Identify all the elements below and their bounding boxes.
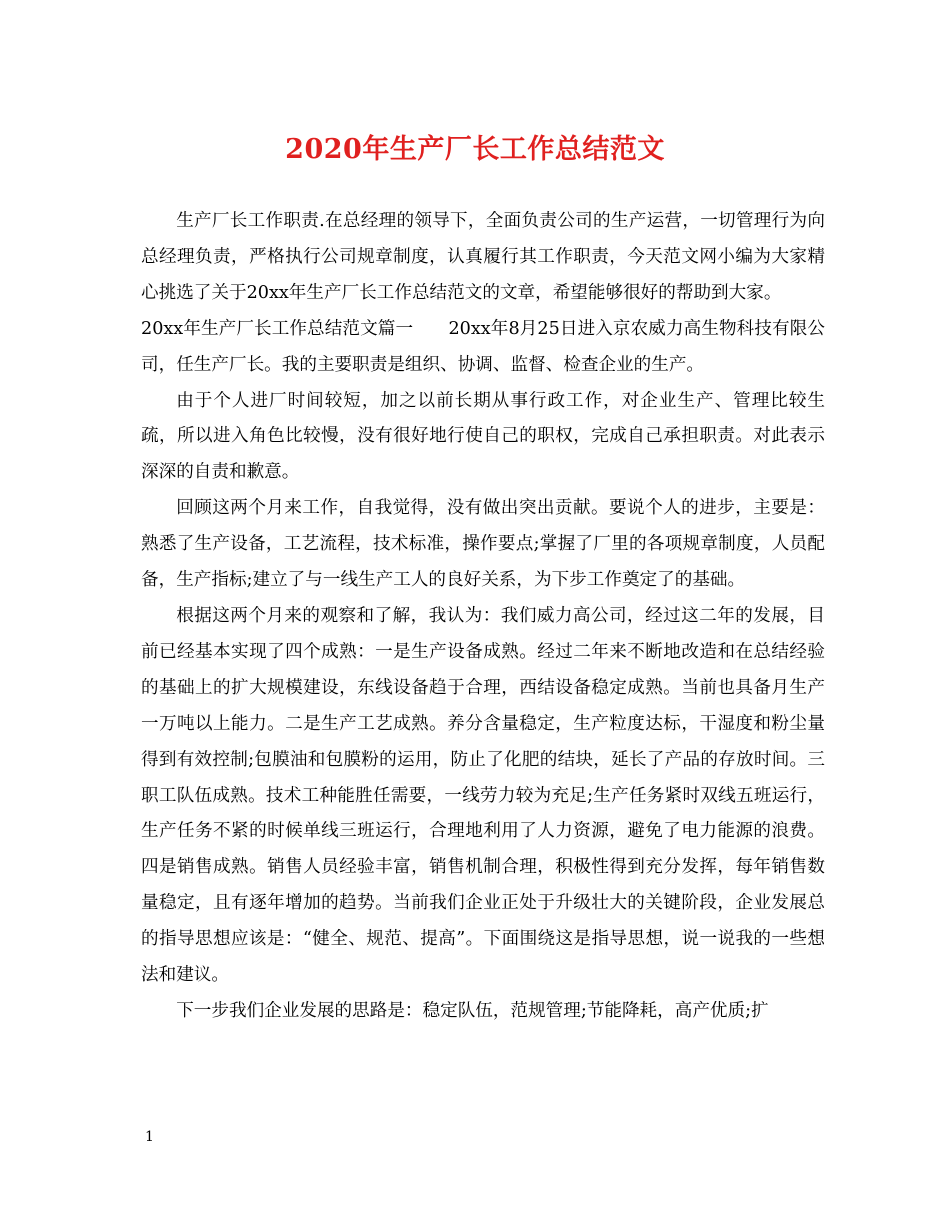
page-number: 1 xyxy=(145,1129,154,1145)
paragraph-review: 回顾这两个月来工作，自我觉得，没有做出突出贡献。要说个人的进步，主要是：熟悉了生产设备，工艺流程，技术标准，操作要点;掌握了厂里的各项规章制度，人员配备，生产指标;建立了与一线生产工人的良好关系，为下步工作奠定了的基础。 xyxy=(141,498,825,591)
paragraph-four-maturities: 根据这两个月来的观察和了解，我认为：我们威力高公司，经过这二年的发展，目前已经基本实现了四个成熟：一是生产设备成熟。经过二年来不断地改造和在总结经验的基础上的扩大规模建设，东线设备趋于合理，西结设备稳定成熟。当前也具备月生产一万吨以上能力。二是生产工艺成熟。养分含量稳定，生产粒度达标，干湿度和粉尘量得到有效控制;包膜油和包膜粉的运用，防止了化肥的结块，延长了产品的存放时间。三职工队伍成熟。技术工种能胜任需要，一线劳力较为充足;生产任务紧时双线五班运行，生产任务不紧的时候单线三班运行，合理地利用了人力资源，避免了电力能源的浪费。四是销售成熟。销售人员经验丰富，销售机制合理，积极性得到充分发挥，每年销售数量稳定，且有逐年增加的趋势。当前我们企业正处于升级壮大的关键阶段，企业发展总的指导思想应该是：“健全、规范、提高”。下面围绕这是指导思想，说一说我的一些想法和建议。 xyxy=(141,605,825,986)
document-body xyxy=(141,204,825,1030)
paragraph-self-reflection: 由于个人进厂时间较短，加之以前长期从事行政工作，对企业生产、管理比较生疏，所以进入角色比较慢，没有很好地行使自己的职权，完成自己承担职责。对此表示深深的自责和歉意。 xyxy=(141,390,825,483)
document-title: 2020年生产厂长工作总结范文 xyxy=(285,134,665,165)
paragraph-intro: 生产厂长工作职责.在总经理的领导下，全面负责公司的生产运营，一切管理行为向总经理负责，严格执行公司规章制度，认真履行其工作职责，今天范文网小编为大家精心挑选了关于20xx年生产厂长工作总结范文的文章，希望能够很好的帮助到大家。 xyxy=(141,211,825,303)
paragraph-next-steps: 下一步我们企业发展的思路是：稳定队伍，范规管理;节能降耗，高产优质;扩 xyxy=(176,1000,769,1021)
paragraph-part-one-heading: 20xx年生产厂长工作总结范文篇一 20xx年8月25日进入京农威力高生物科技有限公司，任生产厂长。我的主要职责是组织、协调、监督、检查企业的生产。 xyxy=(141,318,825,375)
